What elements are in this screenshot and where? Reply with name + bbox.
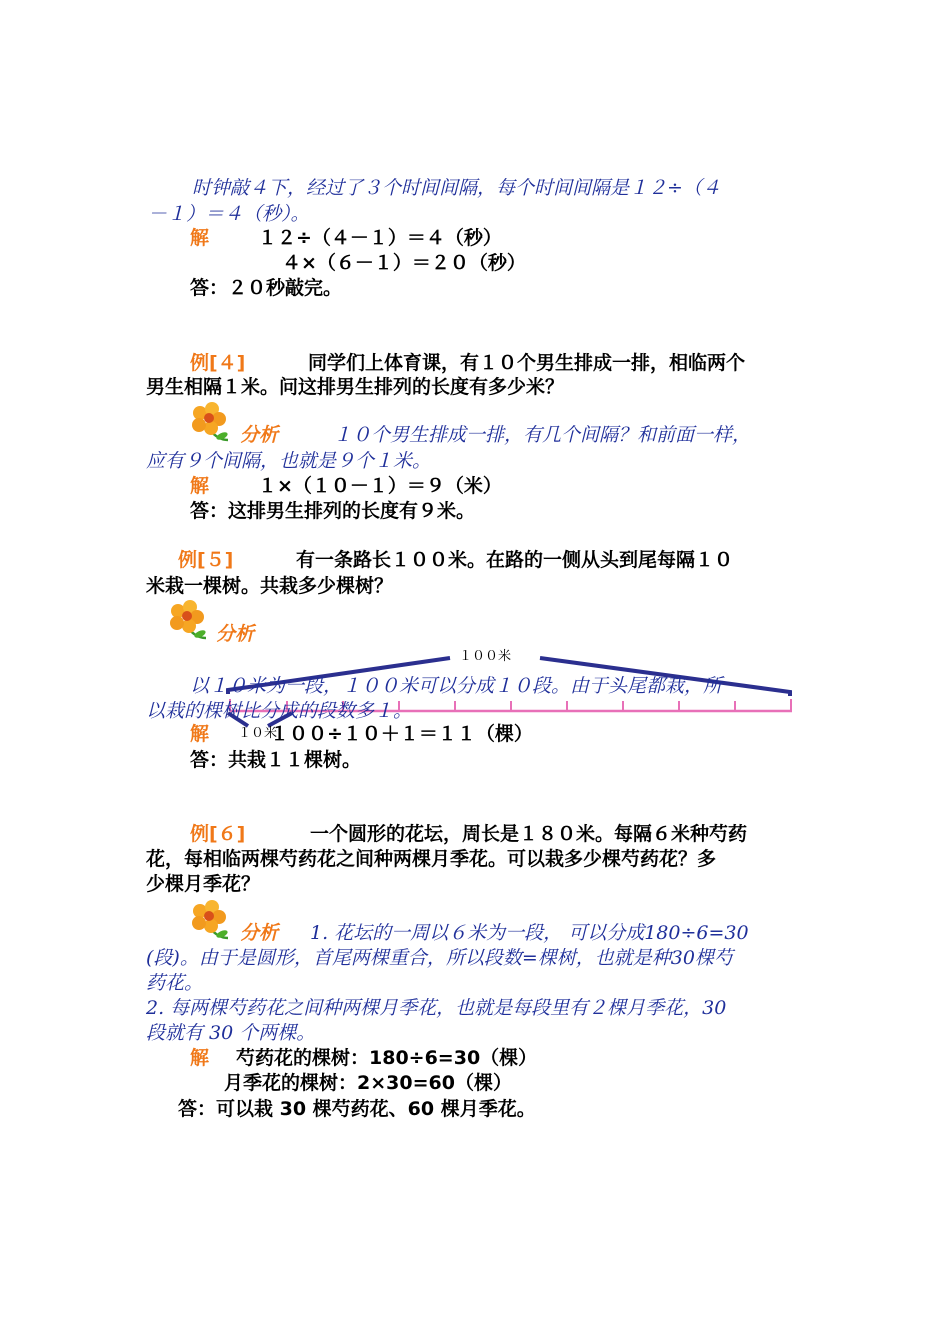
ex5-question-line1: 有一条路长１００米。在路的一侧从头到尾每隔１０ [296, 549, 734, 571]
ex4-question-line1: 同学们上体育课，有１０个男生排成一排，相临两个 [308, 352, 746, 374]
ex5-label: 例[５] [178, 549, 234, 571]
ex4-analysis-line2: 应有９个间隔，也就是９个１米。 [146, 450, 432, 472]
ex5-analysis-line2: 以栽的棵树比分成的段数多１。 [146, 700, 413, 722]
ex4-question-line2: 男生相隔１米。问这排男生排列的长度有多少米？ [146, 376, 565, 398]
ex6-analysis-line2: (段)。由于是圆形，首尾两棵重合，所以段数=棵树，也就是种30棵芍 [146, 947, 733, 969]
ex5-question-line2: 米栽一棵树。共栽多少棵树？ [146, 575, 394, 597]
ex3-solution-label: 解 [190, 227, 210, 249]
ex6-question-line3: 少棵月季花？ [146, 873, 261, 895]
diagram-segment-label: １０米 [238, 726, 278, 741]
ex5-solution-label: 解 [190, 723, 210, 745]
ex4-answer: 答：这排男生排列的长度有９米。 [190, 500, 476, 522]
diagram-total-label: １００米 [459, 649, 512, 664]
ex3-analysis-line2: －１）＝４（秒）。 [148, 203, 310, 225]
ex5-solution-line1: １００÷１０＋１＝１１（棵） [270, 723, 533, 745]
ex4-analysis-line1: １０个男生排成一排，有几个间隔？和前面一样， [333, 424, 752, 446]
ex4-solution-label: 解 [190, 475, 210, 497]
ex6-analysis-line4: 2. 每两棵芍药花之间种两棵月季花，也就是每段里有２棵月季花，30 [146, 997, 727, 1019]
flower-icon [188, 898, 234, 942]
ex5-answer: 答：共栽１１棵树。 [190, 749, 362, 771]
ex4-solution-line1: １×（１０－１）＝９（米） [258, 475, 502, 497]
ex6-question-line2: 花，每相临两棵芍药花之间种两棵月季花。可以栽多少棵芍药花？多 [146, 848, 717, 870]
ex6-analysis-line3: 药花。 [146, 972, 204, 994]
ex3-answer: 答：２０秒敲完。 [190, 277, 343, 299]
ex6-label: 例[６] [190, 823, 246, 845]
ex6-solution-line1: 芍药花的棵树：180÷6=30（棵） [236, 1047, 538, 1069]
ex6-analysis-line5: 段就有 30 个两棵。 [146, 1022, 316, 1044]
ex6-question-line1: 一个圆形的花坛，周长是１８０米。每隔６米种芍药 [310, 823, 748, 845]
ex6-solution-label: 解 [190, 1047, 210, 1069]
ex6-analysis-line1: 1. 花坛的一周以６米为一段， 可以分成180÷6=30 [310, 922, 749, 944]
ex6-solution-line2: 月季花的棵树：2×30=60（棵） [224, 1072, 512, 1094]
ex5-analysis-line1: 以１０米为一段，１００米可以分成１０段。由于头尾都栽，所 [190, 675, 723, 697]
ex6-analysis-label: 分析 [240, 922, 279, 944]
ex5-analysis-label: 分析 [216, 623, 255, 645]
ex3-solution-line1: １２÷（４－１）＝４（秒） [258, 227, 502, 249]
ex3-analysis-line1: 时钟敲４下，经过了３个时间间隔，每个时间间隔是１２÷（４ [192, 177, 721, 199]
ex6-answer: 答：可以栽 30 棵芍药花、60 棵月季花。 [178, 1098, 536, 1120]
ex4-label: 例[４] [190, 352, 246, 374]
ex3-solution-line2: ４×（６－１）＝２０（秒） [282, 252, 526, 274]
ex4-analysis-label: 分析 [240, 424, 279, 446]
